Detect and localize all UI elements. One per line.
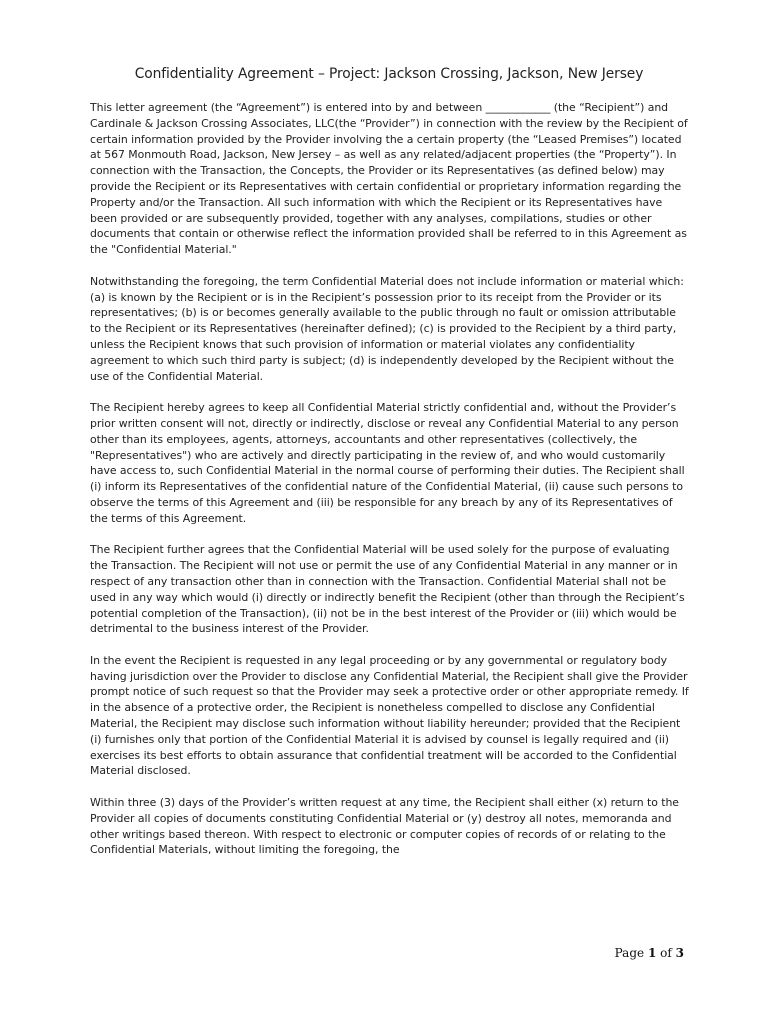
- document-body: [90, 100, 690, 858]
- page-word: Page: [614, 946, 645, 960]
- paragraph-return-destroy: Within three (3) days of the Provider’s written request at any time, the Recipient shall either (x) return to the Provider all copies of documents constituting Confidential Material or (y) destroy all notes, memoranda and other writings based thereon. With respect to electronic or computer copies of records of or relating to the Confidential Materials, without limiting the foregoing, the: [90, 796, 679, 857]
- document-title: Confidentiality Agreement – Project: Jackson Crossing, Jackson, New Jersey: [134, 66, 644, 82]
- paragraph-intro: This letter agreement (the “Agreement”) is entered into by and between ____________ (the “Recipient”) and Cardinale & Jackson Crossing Associates, LLC(the “Provider”) in connection with the review by the Recipient of certain information provided by the Provider involving the a certain property (the “Leased Premises”) located at 567 Monmouth Road, Jackson, New Jersey – as well as any related/adjacent properties (the “Property”). In connection with the Transaction, the Concepts, the Provider or its Representatives (as defined below) may provide the Recipient or its Representatives with certain confidential or proprietary information regarding the Property and/or the Transaction. All such information with which the Recipient or its Representatives have been provided or are subsequently provided, together with any analyses, compilations, studies or other documents that contain or otherwise reflect the information provided shall be referred to in this Agreement as the "Confidential Material.": [90, 101, 688, 257]
- paragraph-use-restriction: The Recipient further agrees that the Confidential Material will be used solely for the purpose of evaluating the Transaction. The Recipient will not use or permit the use of any Confidential Material in any manner or in respect of any transaction other than in connection with the Transaction. Confidential Material shall not be used in any way which would (i) directly or indirectly benefit the Recipient (other than through the Recipient’s potential completion of the Transaction), (ii) not be in the best interest of the Provider or (iii) which would be detrimental to the business interest of the Provider.: [90, 543, 685, 636]
- paragraph-legal-disclosure: In the event the Recipient is requested in any legal proceeding or by any governmental or regulatory body having jurisdiction over the Provider to disclose any Confidential Material, the Recipient shall give the Provider prompt notice of such request so that the Provider may seek a protective order or other appropriate remedy. If in the absence of a protective order, the Recipient is nonetheless compelled to disclose any Confidential Material, the Recipient may disclose such information without liability hereunder; provided that the Recipient (i) furnishes only that portion of the Confidential Material it is advised by counsel is legally required and (ii) exercises its best efforts to obtain assurance that confidential treatment will be accorded to the Confidential Material disclosed.: [90, 653, 689, 778]
- page-number: [615, 946, 684, 960]
- page-current: 1: [647, 946, 657, 960]
- of-word: of: [660, 946, 672, 960]
- page-total: 3: [675, 946, 684, 960]
- paragraph-exclusions: Notwithstanding the foregoing, the term Confidential Material does not include information or material which: (a) is known by the Recipient or is in the Recipient’s possession prior to its receipt from the Provider or its representatives; (b) is or becomes generally available to the public through no fault or omission attributable to the Recipient or its Representatives (hereinafter defined); (c) is provided to the Recipient by a third party, unless the Recipient knows that such provision of information or material violates any confidentiality agreement to which such third party is subject; (d) is independently developed by the Recipient without the use of the Confidential Material.: [90, 274, 684, 383]
- paragraph-confidentiality: The Recipient hereby agrees to keep all Confidential Material strictly confidential and, without the Provider’s prior written consent will not, directly or indirectly, disclose or reveal any Confidential Material to any person other than its employees, agents, attorneys, accountants and other representatives (collectively, the "Representatives") who are actively and directly participating in the review of, and who would customarily have access to, such Confidential Material in the normal course of performing their duties. The Recipient shall (i) inform its Representatives of the confidential nature of the Confidential Material, (ii) cause such persons to observe the terms of this Agreement and (iii) be responsible for any breach by any of its Representatives of the terms of this Agreement.: [90, 401, 685, 525]
